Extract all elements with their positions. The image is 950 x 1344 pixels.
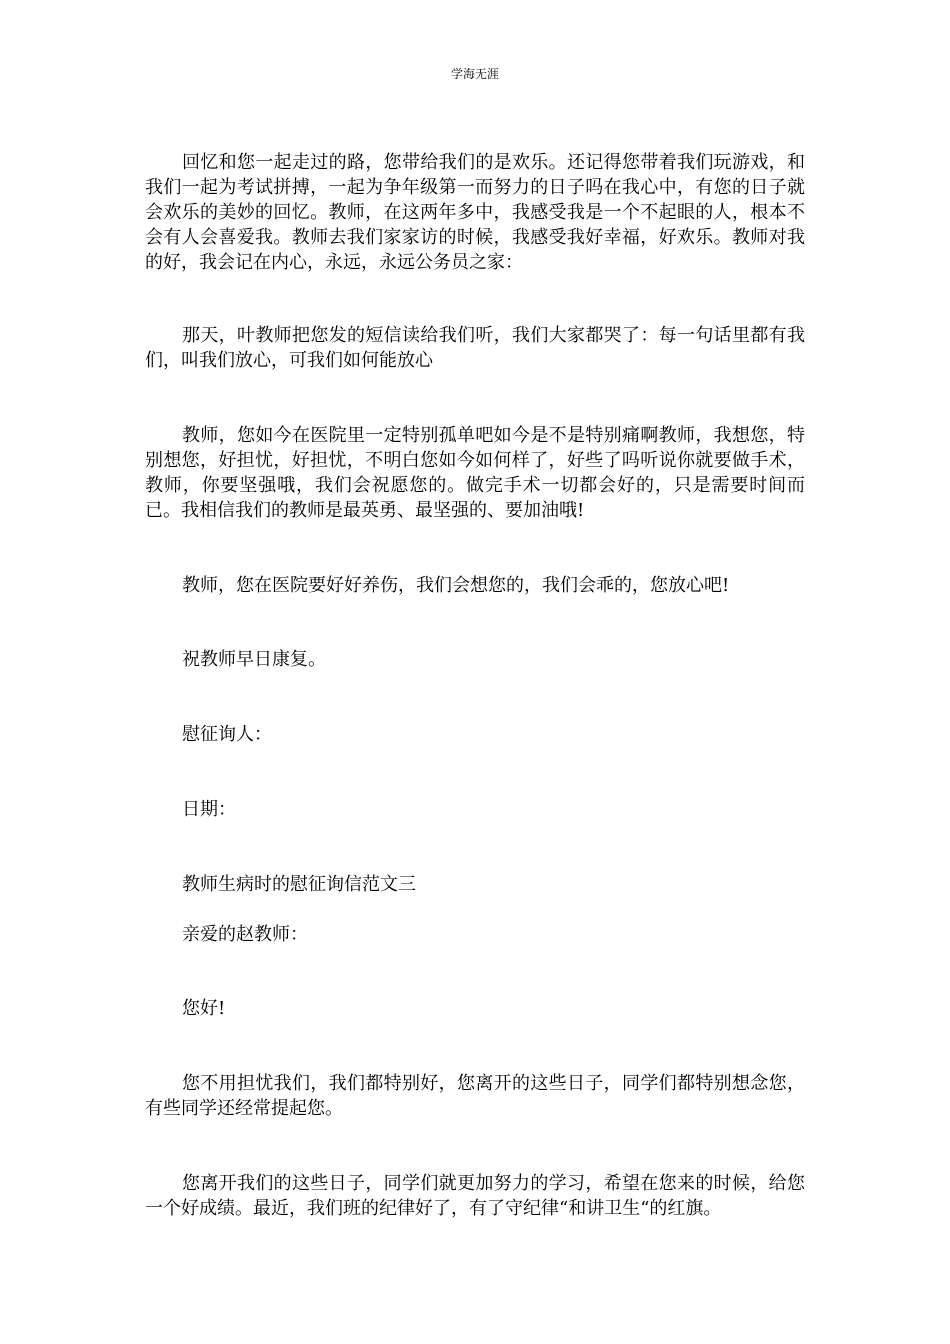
greeting: 您好! — [182, 998, 226, 1019]
paragraph-sender: 慰征询人： — [182, 724, 272, 745]
paragraph-dont-worry: 您不用担忧我们，我们都特别好，您离开的这些日子，同学们都特别想念您，有些同学还经常提起您。 — [145, 1073, 805, 1119]
paragraph-study-hard: 您离开我们的这些日子，同学们就更加努力的学习，希望在您来的时候，给您一个好成绩。最近，我们班的纪律好了，有了守纪律“和讲卫生“的红旗。 — [145, 1173, 805, 1219]
paragraph-recover-well: 教师，您在医院要好好养伤，我们会想您的，我们会乖的，您放心吧! — [182, 575, 730, 596]
paragraph-hospital-lonely: 教师，您如今在医院里一定特别孤单吧如今是不是特别痛啊教师，我想您，特别想您，好担忧，好担忧，不明白您如今如何样了，好些了吗听说你就要做手术，教师，你要坚强哦，我们会祝愿您的。做完手术一切都会好的，只是需要时间而已。我相信我们的教师是最英勇、最坚强的、要加油哦! — [145, 425, 805, 521]
paragraph-text-message: 那天，叶教师把您发的短信读给我们听，我们大家都哭了：每一句话里都有我们，叫我们放心，可我们如何能放心 — [145, 325, 805, 371]
salutation: 亲爱的赵教师： — [182, 924, 308, 945]
paragraph-memories: 回忆和您一起走过的路，您带给我们的是欢乐。还记得您带着我们玩游戏，和我们一起为考试拼搏，一起为争年级第一而努力的日子吗在我心中，有您的日子就会欢乐的美妙的回忆。教师，在这两年多中，我感受我是一个不起眼的人，根本不会有人会喜爱我。教师去我们家家访的时候，我感受我好幸福，好欢乐。教师对我的好，我会记在内心，永远，永远公务员之家： — [145, 152, 805, 273]
section-title-sample-three: 教师生病时的慰征询信范文三 — [182, 874, 416, 895]
paragraph-date: 日期： — [182, 799, 236, 820]
page-header: 学海无涯 — [450, 67, 499, 81]
paragraph-wish-recovery: 祝教师早日康复。 — [182, 649, 326, 670]
